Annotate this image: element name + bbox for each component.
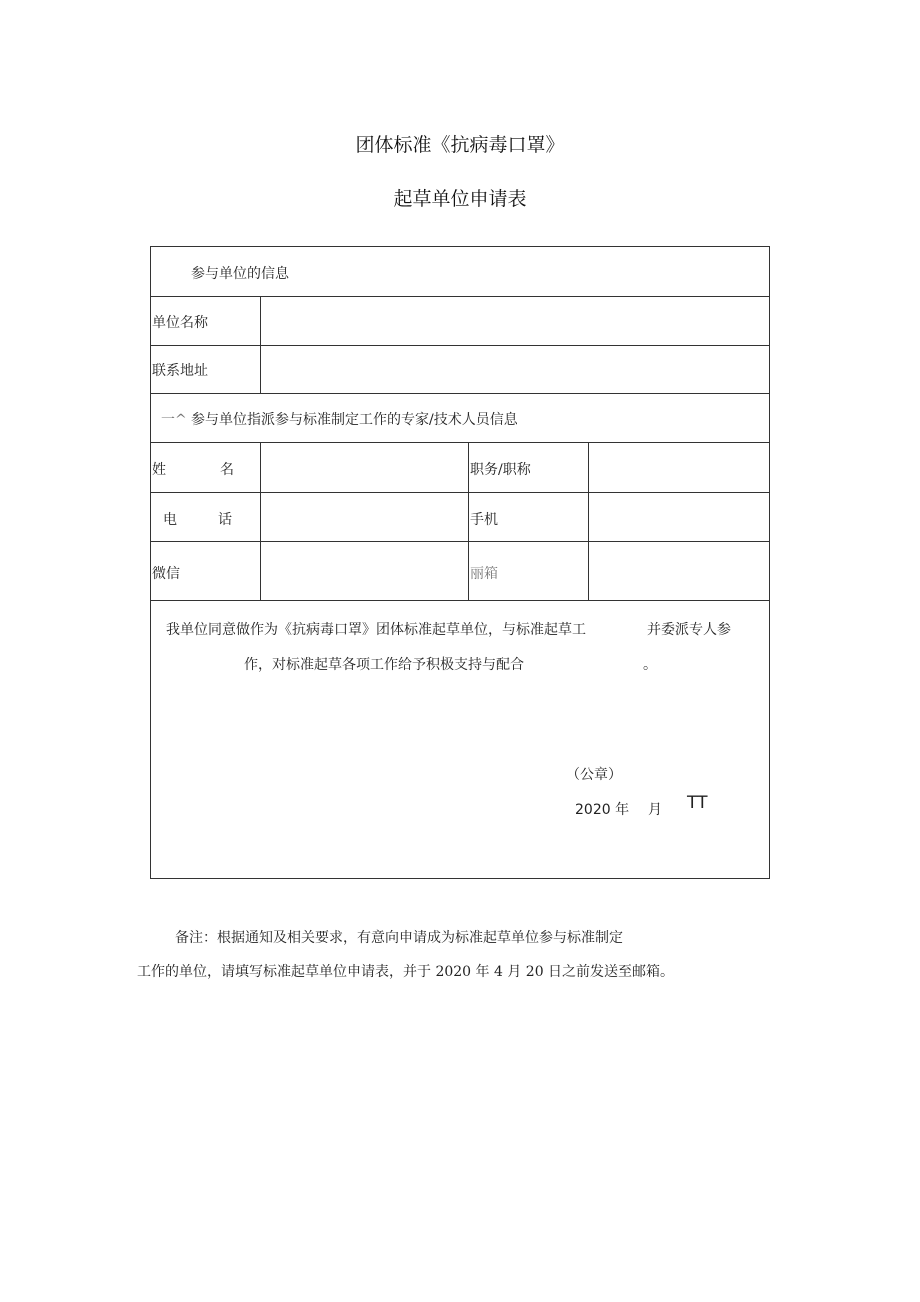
address-field[interactable] (271, 360, 751, 380)
phone-label-char2: 话 (218, 512, 232, 528)
unit-name-field[interactable] (271, 312, 751, 332)
row-divider (151, 393, 769, 394)
row-divider (151, 600, 769, 601)
date-year: 2020 年 (575, 802, 630, 818)
wechat-field[interactable] (271, 563, 461, 583)
section2-header: 参与单位指派参与标准制定工作的专家/技术人员信息 (191, 412, 518, 428)
row-divider (151, 296, 769, 297)
statement-line2: 作，对标准起草各项工作给予积极支持与配合 (244, 657, 524, 673)
unit-name-label: 单位名称 (152, 315, 208, 331)
mobile-label: 手机 (470, 512, 498, 528)
email-label: 丽箱 (470, 566, 498, 582)
official-seal-label: （公章） (566, 767, 622, 783)
row-divider (151, 442, 769, 443)
position-field[interactable] (599, 459, 759, 479)
phone-label-char1: 电 (163, 512, 177, 528)
section1-header: 参与单位的信息 (191, 266, 289, 282)
statement-line1: 我单位同意做作为《抗病毒口罩》团体标准起草单位，与标准起草工 (166, 622, 586, 638)
date-month: 月 (648, 802, 662, 818)
mobile-field[interactable] (599, 509, 759, 529)
column-divider (468, 442, 469, 600)
name-label-char1: 姓 (152, 462, 166, 478)
wechat-label: 微信 (152, 566, 180, 582)
phone-field[interactable] (271, 509, 461, 529)
column-divider (588, 442, 589, 600)
column-divider (260, 296, 261, 393)
name-field[interactable] (271, 459, 461, 479)
name-label-char2: 名 (220, 462, 234, 478)
statement-line1-continuation: 并委派专人参 (647, 622, 731, 638)
column-divider (260, 442, 261, 600)
application-form-table (150, 246, 770, 879)
date-day-glyph: TT (687, 793, 708, 813)
footnote-line2: 工作的单位，请填写标准起草单位申请表，并于 2020 年 4 月 20 日之前发送至邮箱。 (137, 964, 675, 980)
section2-prefix: 一^ (161, 412, 187, 428)
email-field[interactable] (599, 563, 759, 583)
document-title: 团体标准《抗病毒口罩》 (355, 134, 565, 156)
document-subtitle: 起草单位申请表 (393, 188, 527, 210)
statement-line2-continuation: 。 (643, 657, 657, 673)
address-label: 联系地址 (152, 363, 208, 379)
position-label: 职务/职称 (470, 462, 531, 478)
row-divider (151, 345, 769, 346)
row-divider (151, 492, 769, 493)
row-divider (151, 541, 769, 542)
footnote-line1: 备注：根据通知及相关要求，有意向申请成为标准起草单位参与标准制定 (175, 930, 623, 946)
